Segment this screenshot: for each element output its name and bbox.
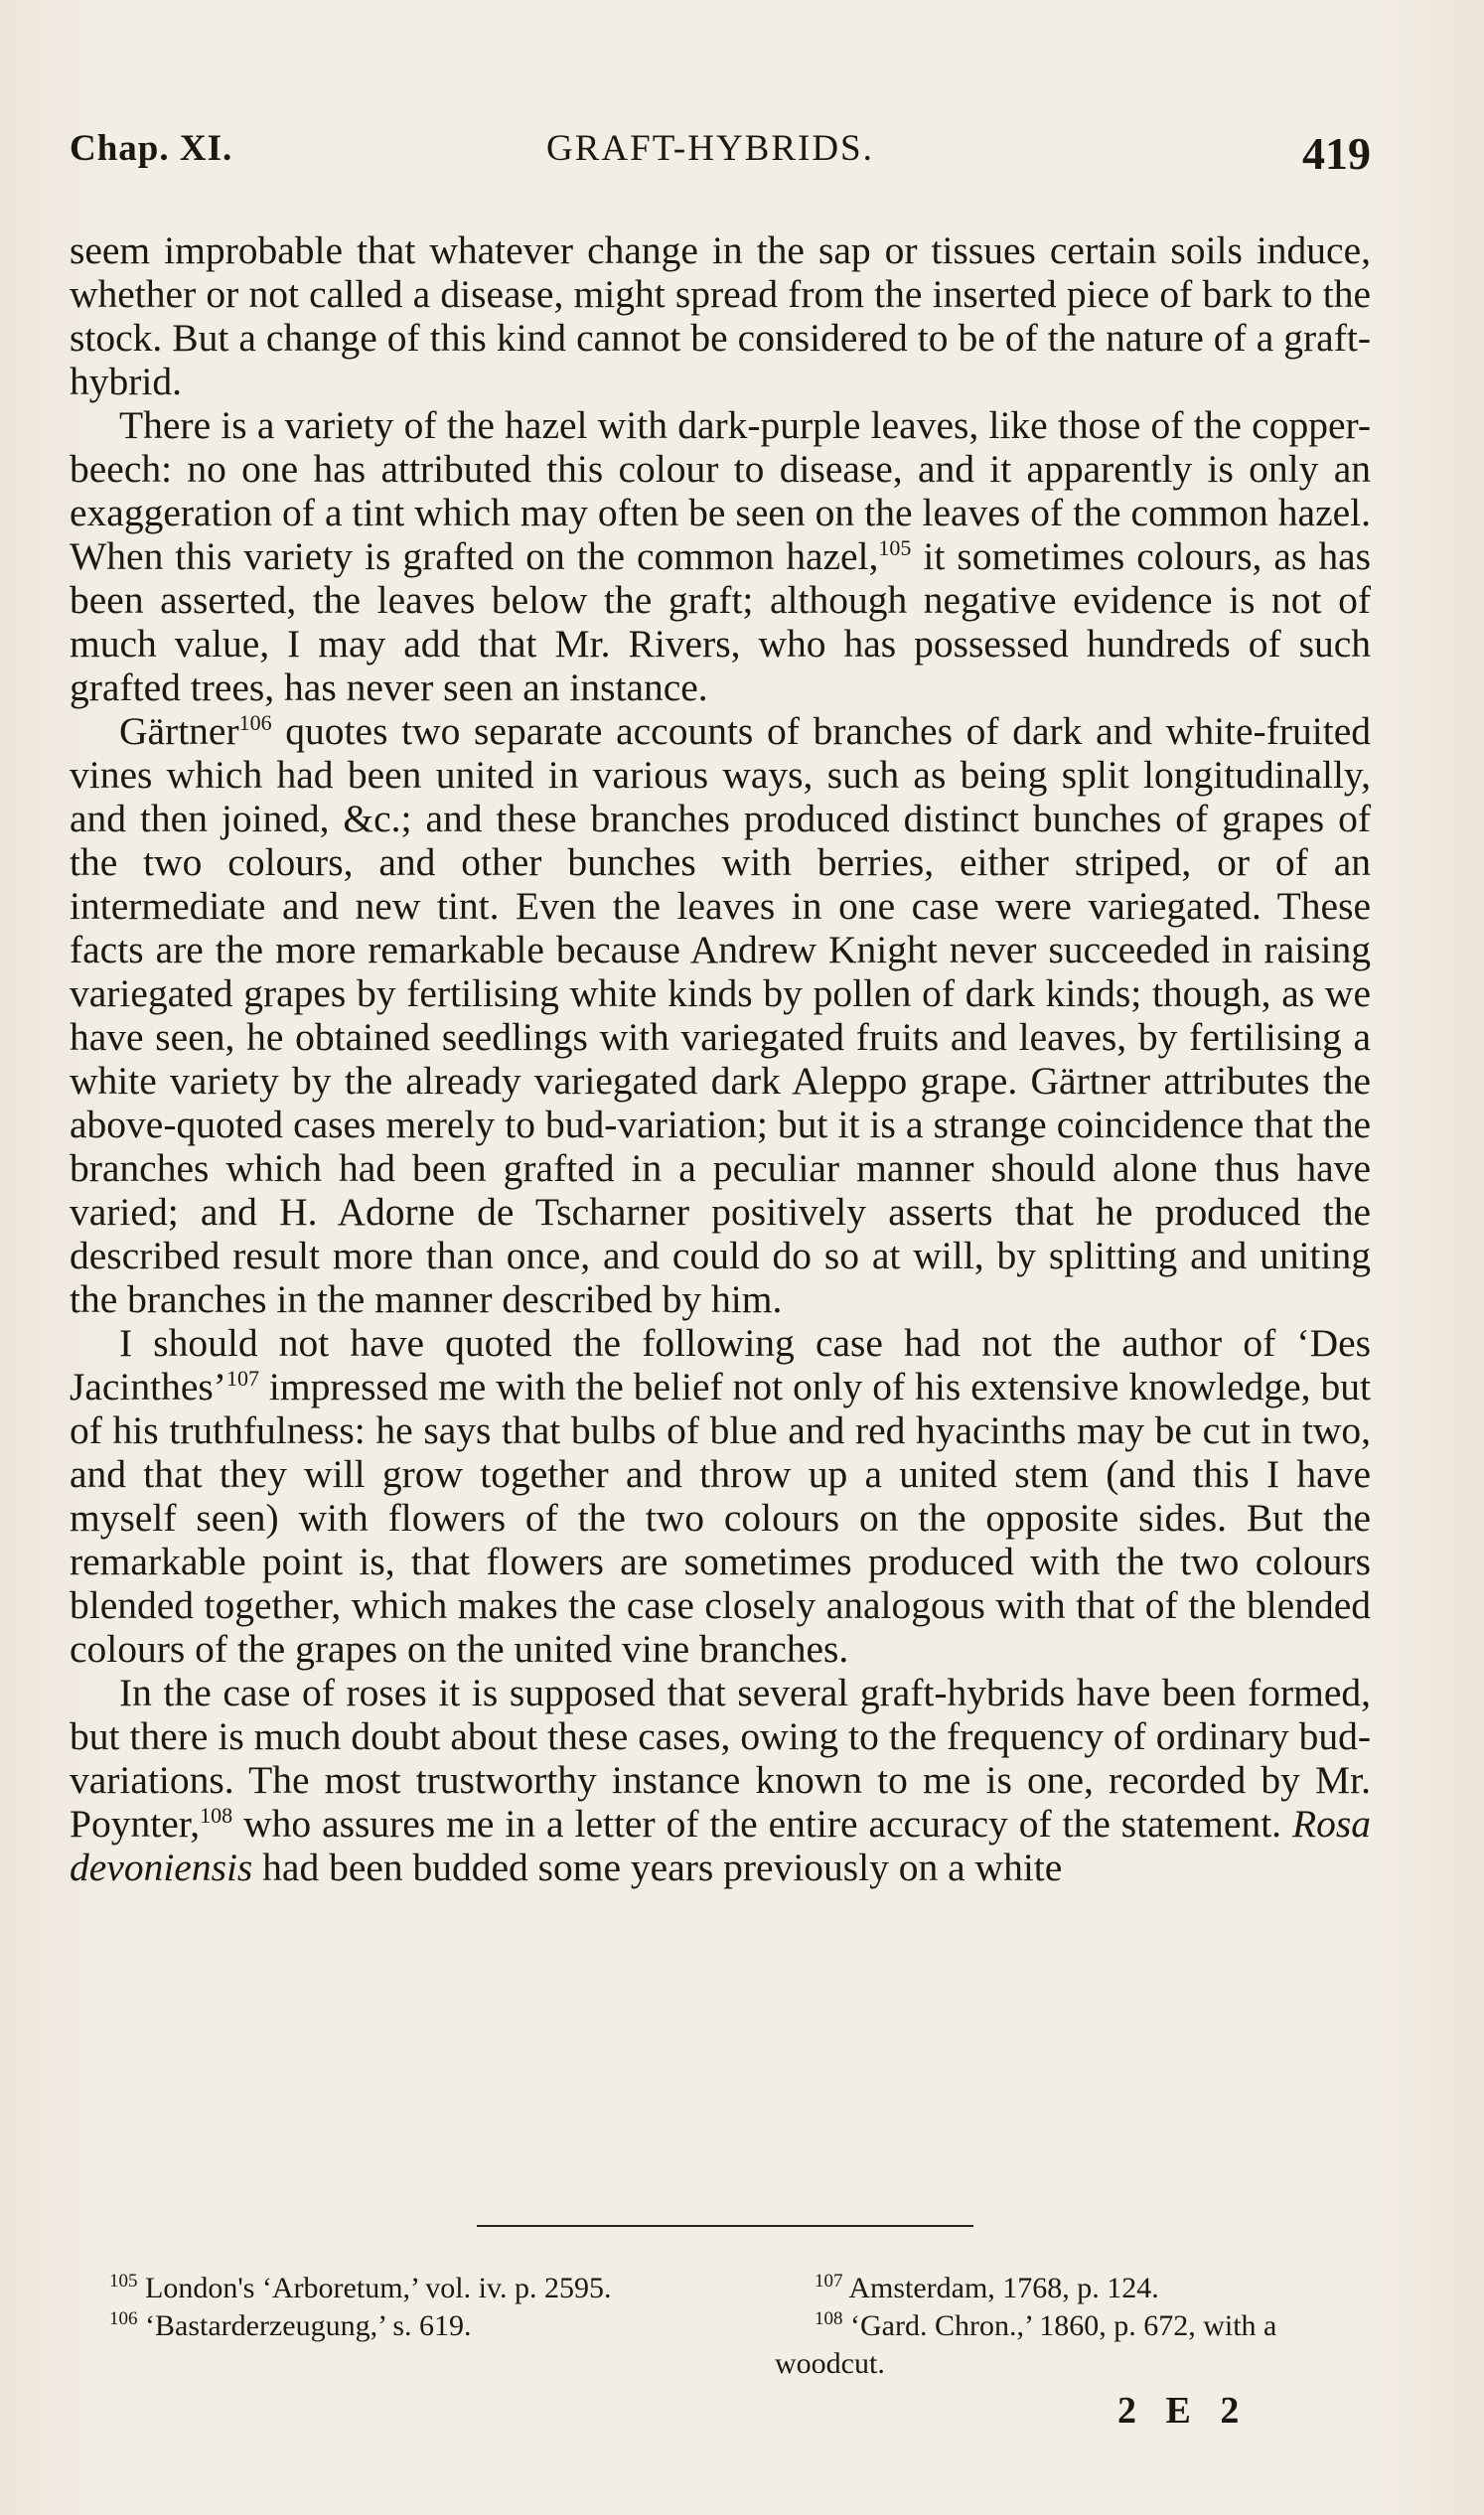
footnotes-left-column bbox=[70, 2270, 745, 2345]
paragraph-text: who assures me in a letter of the entire accuracy of the statement. bbox=[232, 1802, 1292, 1846]
species-name: Rosa devoniensis bbox=[70, 1802, 1371, 1889]
footnote-text: ‘Gard. Chron.,’ 1860, p. 672, with a woodcut. bbox=[775, 2309, 1277, 2380]
chapter-label: Chap. XI. bbox=[70, 128, 233, 169]
paragraph-text: In the case of roses it is supposed that several graft-hybrids have been formed, but there is much doubt about these cases, owing to the frequency of ordinary bud-variations. The most trustworthy instance known to me is one, recorded by Mr. Poynter, bbox=[70, 1671, 1371, 1846]
paragraph-hazel bbox=[70, 403, 1371, 709]
running-title: GRAFT-HYBRIDS. bbox=[546, 128, 874, 169]
signature-mark: 2 E 2 bbox=[1117, 2390, 1250, 2432]
paragraph-text: I should not have quoted the following case had not the author of ‘Des Jacinthes’ bbox=[70, 1321, 1371, 1408]
footnote-106 bbox=[70, 2307, 745, 2345]
footnote-number: 107 bbox=[815, 2271, 843, 2292]
paragraph-text: it sometimes colours, as has been asserted, the leaves below the graft; although negative evidence is not of much value, I may add that Mr. Rivers, who has possessed hundreds of such grafted trees, has never seen an instance. bbox=[70, 534, 1371, 709]
paragraph-text: quotes two separate accounts of branches of dark and white-fruited vines which had been united in various ways, such as being split longitudinally, and then joined, &c.; and these branches produced distinct bunches of grapes of the two colours, and other bunches with berries, either striped, or of an intermediate and new tint. Even the leaves in one case were variegated. These facts are the more remarkable because Andrew Knight never succeeded in raising variegated grapes by fertilising white kinds by pollen of dark kinds; though, as we have seen, he obtained seedlings with variegated fruits and leaves, by fertilising a white variety by the already variegated dark Aleppo grape. Gärtner attributes the above-quoted cases merely to bud-variation; but it is a strange coincidence that the branches which had been grafted in a peculiar manner should alone thus have varied; and H. Adorne de Tscharner positively asserts that he produced the described result more than once, and could do so at will, by splitting and uniting the branches in the manner described by him. bbox=[70, 709, 1371, 1321]
paragraph-roses bbox=[70, 1671, 1371, 1889]
paragraph-vines bbox=[70, 709, 1371, 1321]
paragraph-text: Gärtner bbox=[119, 709, 239, 753]
footnote-text: ‘Bastarderzeugung,’ s. 619. bbox=[137, 2309, 472, 2342]
footnote-107 bbox=[775, 2270, 1381, 2307]
footnote-divider bbox=[477, 2225, 973, 2227]
footnote-text: Amsterdam, 1768, p. 124. bbox=[842, 2272, 1159, 2304]
footnotes-right-column bbox=[775, 2270, 1381, 2383]
footnote-ref-107[interactable]: 107 bbox=[225, 1365, 259, 1391]
paragraph-text: There is a variety of the hazel with dark-purple leaves, like those of the copper-beech: no one has attributed this colour to disease, and it apparently is only an exaggeration of a tint which may often be seen on the leaves of the common hazel. When this variety is grafted on the common hazel, bbox=[70, 403, 1371, 578]
footnote-ref-105[interactable]: 105 bbox=[878, 534, 912, 560]
footnote-105 bbox=[70, 2270, 745, 2307]
body-text bbox=[70, 228, 1371, 1889]
footnote-number: 105 bbox=[109, 2271, 138, 2292]
page-number: 419 bbox=[1302, 128, 1371, 179]
footnote-ref-108[interactable]: 108 bbox=[200, 1802, 233, 1828]
footnote-number: 108 bbox=[815, 2308, 843, 2329]
footnote-ref-106[interactable]: 106 bbox=[238, 709, 272, 735]
footnote-number: 106 bbox=[109, 2308, 138, 2329]
paragraph-text: impressed me with the belief not only of his extensive knowledge, but of his truthfulness: he says that bulbs of blue and red hyacinths may be cut in two, and that they will grow together and throw up a united stem (and this I have myself seen) with flowers of the two colours on the opposite sides. But the remarkable point is, that flowers are sometimes produced with the two colours blended together, which makes the case closely analogous with that of the blended colours of the grapes on the united vine branches. bbox=[70, 1365, 1371, 1671]
running-header bbox=[70, 127, 1371, 187]
footnote-108 bbox=[775, 2307, 1381, 2383]
paragraph-text: seem improbable that whatever change in the sap or tissues certain soils induce, whether or not called a disease, might spread from the inserted piece of bark to the stock. But a change of this kind cannot be considered to be of the nature of a graft-hybrid. bbox=[70, 228, 1371, 403]
paragraph-continued bbox=[70, 228, 1371, 403]
paragraph-hyacinths bbox=[70, 1321, 1371, 1671]
footnote-text: London's ‘Arboretum,’ vol. iv. p. 2595. bbox=[137, 2272, 612, 2304]
paragraph-text: had been budded some years previously on a white bbox=[252, 1846, 1063, 1889]
